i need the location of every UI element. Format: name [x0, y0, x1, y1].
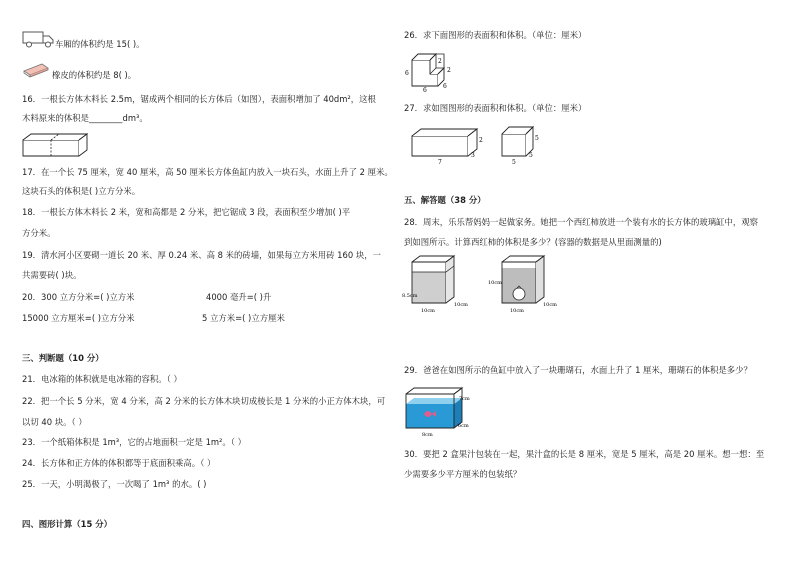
- q29-label-depth: 6cm: [458, 423, 469, 429]
- question-16-line2: 木料原来的体积是________dm³。: [22, 113, 148, 123]
- question-17-line1: 17．在一个长 75 厘米，宽 40 厘米，高 50 厘米长方体鱼缸内放入一块石头，水面上升了 2 厘米。: [22, 167, 393, 177]
- section-5-heading: 五、解答题（38 分）: [404, 195, 486, 205]
- question-truck-volume: 车厢的体积约是 15( )。: [55, 39, 145, 49]
- q29-label-height: 7cm: [459, 396, 470, 402]
- question-22-line1: 22．把一个长 5 分米，宽 4 分米，高 2 分米的长方体木块切成棱长是 1 分米的小正方体木块，可: [22, 396, 386, 406]
- q28-tank-figures: [402, 254, 562, 320]
- q27-label-7: 7: [438, 159, 442, 166]
- q27-label-5a: 5: [512, 159, 516, 166]
- question-27: 27．求如图图形的表面积和体积。（单位：厘米）: [404, 103, 587, 113]
- q26-label-6b: 6: [423, 87, 427, 92]
- question-19-line1: 19．清水河小区要砌一道长 20 米、厚 0.24 米、高 8 米的砖墙，如果每立方米用砖 160 块，一: [22, 250, 381, 260]
- question-19-line2: 共需要砖( )块。: [22, 270, 82, 280]
- eraser-icon: [22, 62, 50, 80]
- section-3-heading: 三、判断题（10 分）: [22, 353, 104, 363]
- q27-label-3: 3: [471, 152, 475, 159]
- q27-label-5b: 5: [529, 152, 533, 159]
- q28-label-water-height-b: 10cm: [488, 280, 502, 286]
- q28-label-water-height: 8.5cm: [402, 293, 418, 299]
- question-21: 21．电冰箱的体积就是电冰箱的容积。（ ）: [22, 374, 182, 384]
- question-20-item2: 4000 毫升=( )升: [206, 292, 272, 302]
- question-20-item1: 20．300 立方分米=( )立方米: [22, 292, 135, 302]
- q26-label-2a: 2: [438, 58, 442, 65]
- q28-label-width-a: 10cm: [421, 308, 435, 314]
- q27-figures: [408, 124, 548, 168]
- q29-fish-tank-figure: [404, 384, 476, 442]
- q26-cube-with-notch-figure: [404, 46, 454, 94]
- question-30-line1: 30．要把 2 盒果汁包装在一起，果汁盒的长是 8 厘米，宽是 5 厘米，高是 20 厘米。想一想：至: [404, 449, 765, 459]
- question-16-line1: 16．一根长方体木料长 2.5m，锯成两个相同的长方体后（如图），表面积增加了 40dm²，这根: [22, 94, 376, 104]
- question-25: 25．一天，小明渴极了，一次喝了 1m³ 的水。( ): [22, 479, 207, 489]
- q26-label-6c: 6: [443, 83, 447, 90]
- q28-label-depth-a: 10cm: [454, 302, 468, 308]
- q28-label-width-b: 10cm: [510, 308, 524, 314]
- question-28-line1: 28．周末，乐乐帮妈妈一起做家务。她把一个西红柿放进一个装有水的长方体的玻璃缸中，观察: [404, 217, 759, 227]
- question-18-line1: 18．一根长方体木料长 2 米，宽和高都是 2 分米，把它锯成 3 段，表面积至少增加( )平: [22, 207, 351, 217]
- question-30-line2: 少需要多少平方厘米的包装纸？: [404, 469, 522, 479]
- q27-label-2: 2: [479, 137, 483, 144]
- question-17-line2: 这块石头的体积是( )立方分米。: [22, 186, 141, 196]
- question-22-line2: 以切 40 块。（ ）: [22, 417, 87, 427]
- question-23: 23．一个纸箱体积是 1m³，它的占地面积一定是 1m²。（ ）: [22, 437, 247, 447]
- question-24: 24．长方体和正方体的体积都等于底面积乘高。（ ）: [22, 458, 216, 468]
- truck-icon: [22, 30, 56, 50]
- wood-cuboid-figure: [22, 132, 92, 160]
- q26-label-2b: 2: [447, 67, 451, 74]
- question-eraser-volume: 橡皮的体积约是 8( )。: [52, 70, 137, 80]
- question-29: 29．爸爸在如图所示的鱼缸中放入了一块珊瑚石，水面上升了 1 厘米，珊瑚石的体积是多少？: [404, 365, 752, 375]
- section-4-heading: 四、图形计算（15 分）: [22, 519, 112, 529]
- question-26: 26．求下面图形的表面积和体积。（单位：厘米）: [404, 30, 587, 40]
- question-20-item4: 5 立方米=( )立方厘米: [202, 313, 285, 323]
- q29-label-length: 8cm: [422, 432, 433, 438]
- q26-label-6a: 6: [405, 70, 409, 77]
- q27-label-5c: 5: [535, 135, 539, 142]
- question-28-line2: 到如图所示。计算西红柿的体积是多少？(容器的数据是从里面测量的): [404, 237, 662, 247]
- question-20-item3: 15000 立方厘米=( )立方分米: [22, 313, 135, 323]
- question-18-line2: 方分米。: [22, 228, 56, 238]
- q28-label-depth-b: 10cm: [543, 302, 557, 308]
